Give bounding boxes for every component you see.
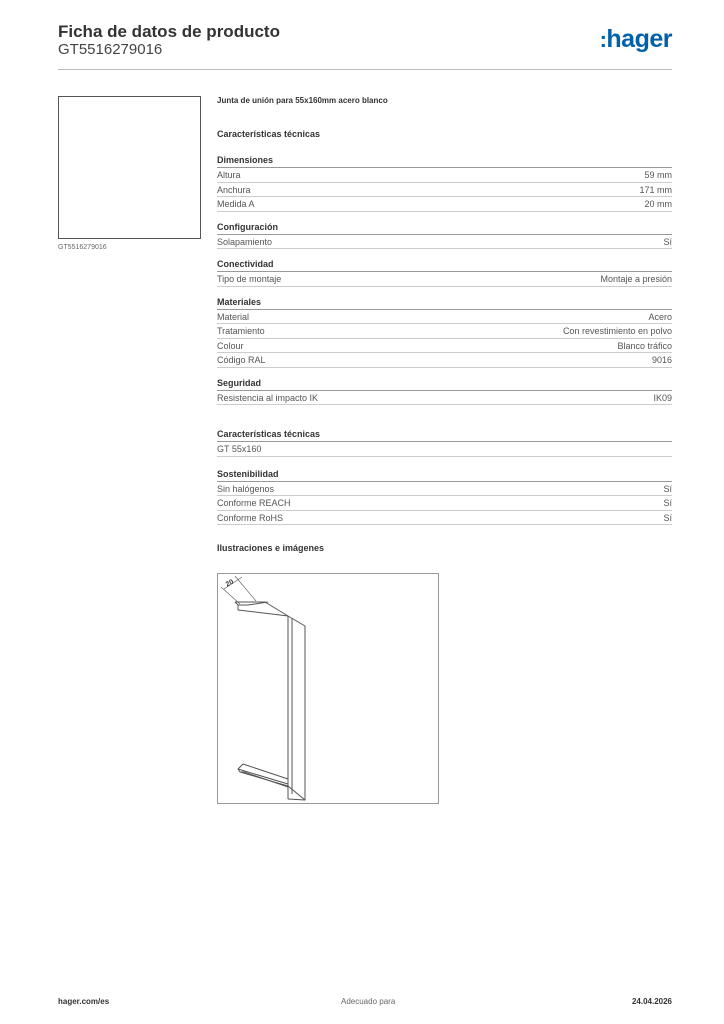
illustrations-heading: Ilustraciones e imágenes [217, 543, 325, 553]
spec-row: Código RAL 9016 [217, 353, 672, 368]
page-title: Ficha de datos de producto [58, 22, 280, 41]
section-title: Dimensiones [217, 155, 672, 168]
section-title: Configuración [217, 222, 672, 235]
hager-logo: :hager [599, 25, 672, 53]
section-dimensions [217, 155, 672, 212]
spec-content [217, 96, 672, 555]
spec-row: Sin halógenos Sí [217, 482, 672, 497]
spec-row: Medida A 20 mm [217, 197, 672, 212]
footer-website[interactable]: hager.com/es [58, 997, 110, 1006]
spec-row: Solapamiento Sí [217, 235, 672, 250]
spec-row: Altura 59 mm [217, 168, 672, 183]
product-image-placeholder [58, 96, 201, 239]
product-code: GT5516279016 [58, 41, 163, 58]
spec-row: Colour Blanco tráfico [217, 339, 672, 354]
section-title: Características técnicas [217, 429, 672, 442]
section-title: Materiales [217, 297, 672, 310]
section-tech-characteristics-2 [217, 429, 672, 457]
footer-date: 24.04.2026 [631, 997, 672, 1006]
section-configuration [217, 222, 672, 250]
footer-suitable-for: Adecuado para [341, 997, 396, 1006]
spec-row: Material Acero [217, 310, 672, 325]
section-materials [217, 297, 672, 368]
product-drawing [217, 573, 439, 804]
section-safety [217, 378, 672, 406]
section-title: Sostenibilidad [217, 469, 672, 482]
section-connectivity [217, 259, 672, 287]
dimension-label: 20 [224, 578, 235, 589]
spec-row: Tratamiento Con revestimiento en polvo [217, 324, 672, 339]
spec-row: Resistencia al impacto IK IK09 [217, 391, 672, 406]
coupler-drawing [218, 574, 440, 805]
product-name: Junta de unión para 55x160mm acero blanco [217, 96, 388, 105]
product-image-caption: GT5516279016 [58, 244, 107, 251]
spec-row: Conforme RoHS Sí [217, 511, 672, 526]
section-title: Seguridad [217, 378, 672, 391]
tech-characteristics-heading: Características técnicas [217, 129, 321, 139]
section-title: Conectividad [217, 259, 672, 272]
spec-row: Conforme REACH Sí [217, 496, 672, 511]
spec-row: Anchura 171 mm [217, 183, 672, 198]
page-header [58, 22, 672, 70]
spec-row: GT 55x160 [217, 442, 672, 457]
section-sustainability [217, 469, 672, 526]
spec-row: Tipo de montaje Montaje a presión [217, 272, 672, 287]
